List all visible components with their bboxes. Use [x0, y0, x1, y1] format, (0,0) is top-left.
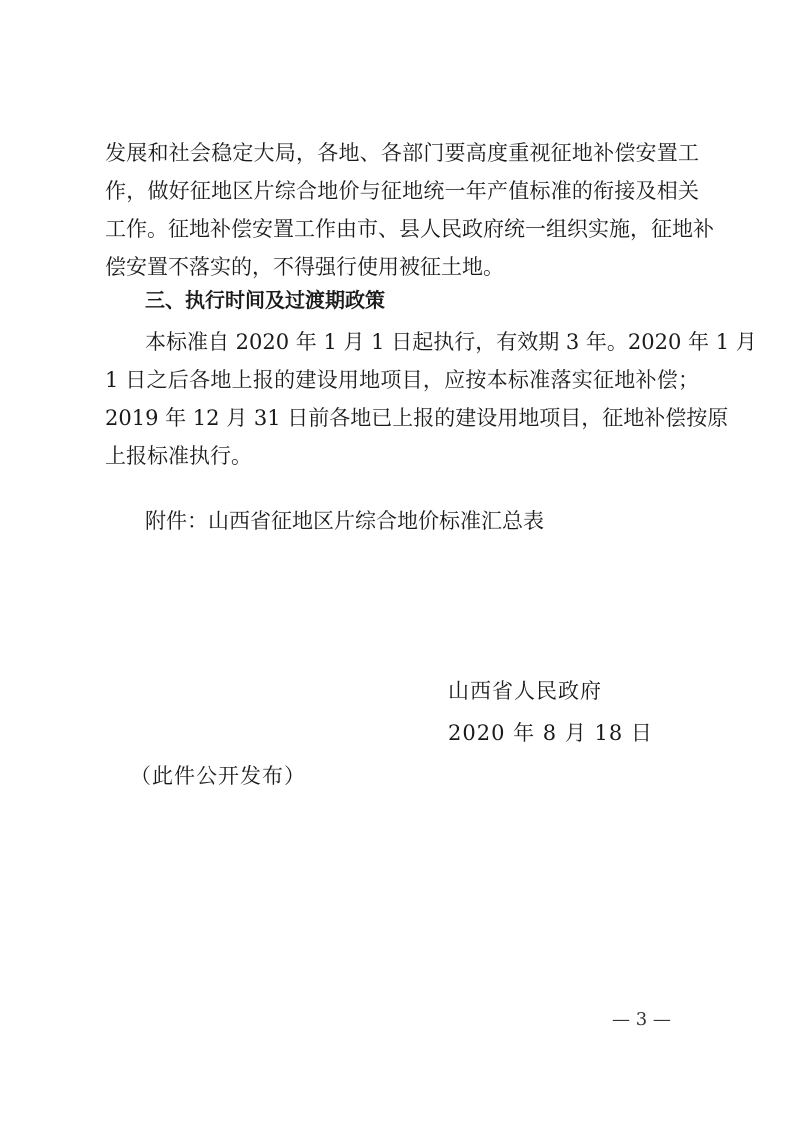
text-line: 1 日之后各地上报的建设用地项目，应按本标准落实征地补偿；	[105, 368, 699, 392]
disclosure-note: （此件公开发布）	[130, 764, 306, 788]
text-line: 偿安置不落实的，不得强行使用被征土地。	[105, 255, 504, 279]
text-line: 工作。征地补偿安置工作由市、县人民政府统一组织实施，征地补	[105, 217, 714, 241]
text-line: 发展和社会稳定大局，各地、各部门要高度重视征地补偿安置工	[105, 141, 699, 165]
text-line: 上报标准执行。	[105, 444, 252, 468]
page-number: — 3 —	[612, 1009, 671, 1030]
paragraph-compensation	[105, 134, 714, 286]
signature-date: 2020 年 8 月 18 日	[448, 721, 653, 745]
paragraph-execution-time	[105, 323, 757, 475]
text-line: 作，做好征地区片综合地价与征地统一年产值标准的衔接及相关	[105, 179, 699, 203]
text-line: 2019 年 12 月 31 日前各地已上报的建设用地项目，征地补偿按原	[105, 406, 729, 430]
section-heading: 三、执行时间及过渡期政策	[145, 288, 385, 312]
signature-organization: 山西省人民政府	[448, 679, 602, 703]
text-line: 本标准自 2020 年 1 月 1 日起执行，有效期 3 年。2020 年 1 月	[145, 330, 757, 354]
attachment-note: 附件：山西省征地区片综合地价标准汇总表	[145, 509, 544, 533]
